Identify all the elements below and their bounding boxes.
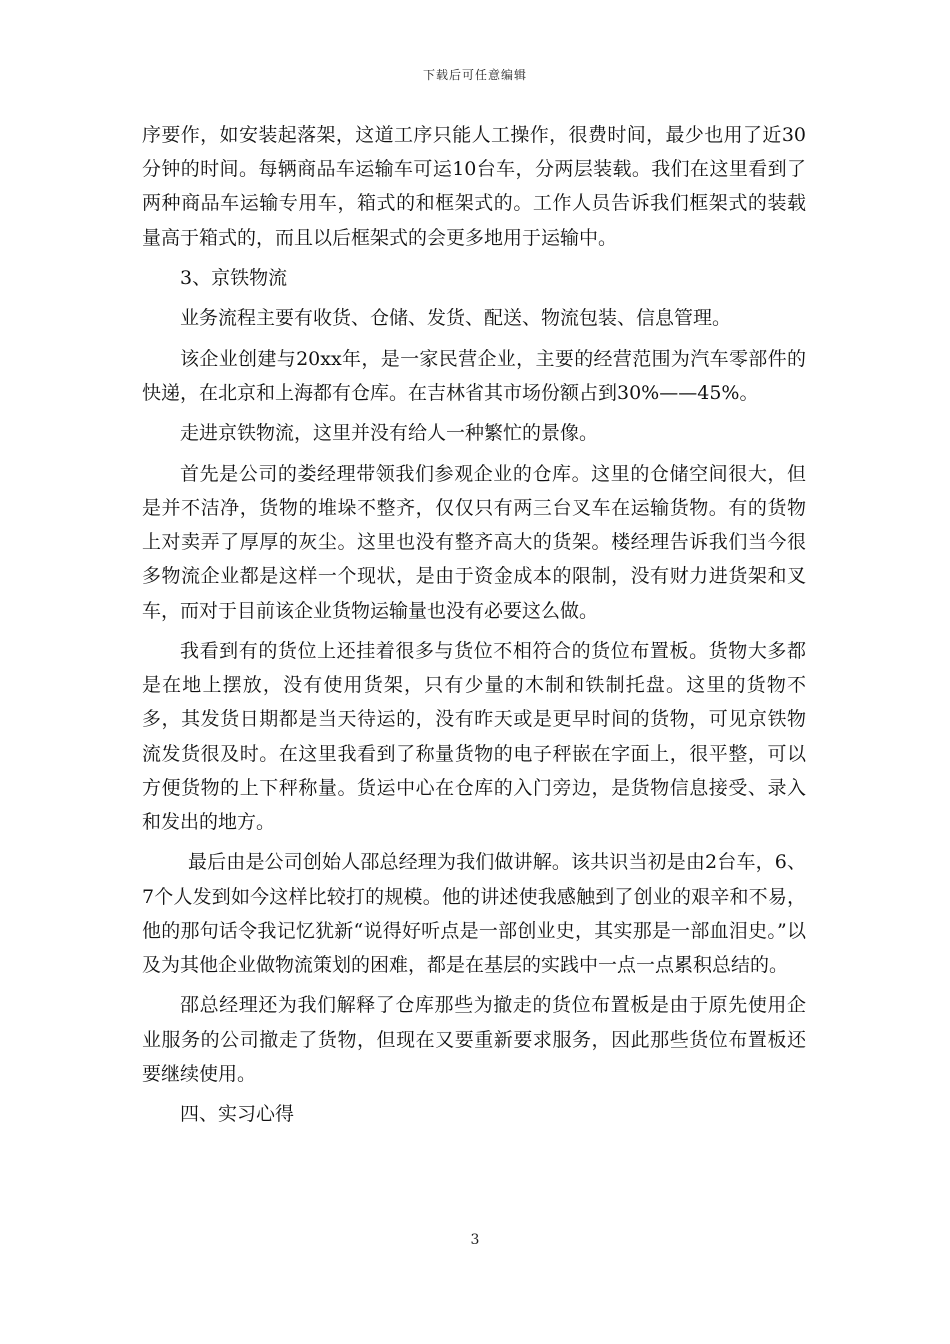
- paragraph: 走进京铁物流，这里并没有给人一种繁忙的景像。: [180, 422, 599, 445]
- paragraph: 邵总经理还为我们解释了仓库那些为撤走的货位布置板是由于原先使用企业服务的公司撤走了货物，但现在又要重新要求服务，因此那些货位布置板还要继续使用。: [142, 994, 806, 1085]
- paragraph: 该企业创建与20xx年，是一家民营企业，主要的经营范围为汽车零部件的快递，在北京和上海都有仓库。在吉林省其市场份额占到30%——45%。: [142, 347, 806, 404]
- paragraph-continued: 序要作，如安装起落架，这道工序只能人工操作，很费时间，最少也用了近30分钟的时间。每辆商品车运输车可运10台车，分两层装载。我们在这里看到了两种商品车运输专用车，箱式的和框架式的。工作人员告诉我们框架式的装载量高于箱式的，而且以后框架式的会更多地用于运输中。: [142, 124, 806, 249]
- page-header: 下载后可任意编辑: [422, 68, 527, 82]
- section-heading-internship-reflection: 四、实习心得: [180, 1103, 295, 1126]
- page-number: 3: [470, 1232, 480, 1248]
- document-body: [142, 118, 806, 1138]
- paragraph: 业务流程主要有收货、仓储、发货、配送、物流包装、信息管理。: [180, 307, 732, 330]
- paragraph: 首先是公司的娄经理带领我们参观企业的仓库。这里的仓储空间很大，但是并不洁净，货物的堆垛不整齐，仅仅只有两三台叉车在运输货物。有的货物上对卖弄了厚厚的灰尘。这里也没有整齐高大的货架。楼经理告诉我们当今很多物流企业都是这样一个现状，是由于资金成本的限制，没有财力进货架和叉车，而对于目前该企业货物运输量也没有必要这么做。: [142, 462, 806, 622]
- section-heading-jingtie: 3、京铁物流: [180, 267, 288, 289]
- paragraph: 最后由是公司创始人邵总经理为我们做讲解。该共识当初是由2台车，6、7个人发到如今这样比较打的规模。他的讲述使我感触到了创业的艰辛和不易，他的那句话令我记忆犹新“说得好听点是一部创业史，其实那是一部血泪史。”以及为其他企业做物流策划的困难，都是在基层的实践中一点一点累积总结的。: [142, 851, 806, 976]
- paragraph: 我看到有的货位上还挂着很多与货位不相符合的货位布置板。货物大多都是在地上摆放，没有使用货架，只有少量的木制和铁制托盘。这里的货物不多，其发货日期都是当天待运的，没有昨天或是更早时间的货物，可见京铁物流发货很及时。在这里我看到了称量货物的电子秤嵌在字面上，很平整，可以方便货物的上下秤称量。货运中心在仓库的入门旁边，是货物信息接受、录入和发出的地方。: [142, 639, 806, 833]
